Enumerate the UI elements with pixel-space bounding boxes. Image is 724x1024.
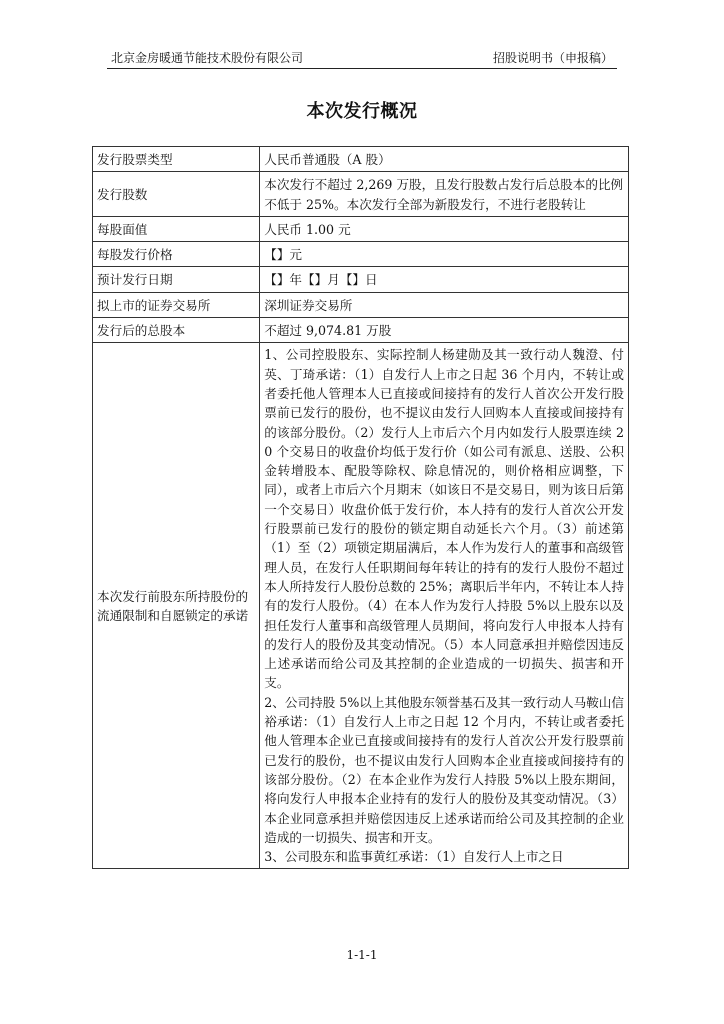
row-value-commitment xyxy=(260,343,629,869)
row-value: 本次发行不超过 2,269 万股，且发行股数占发行后总股本的比例不低于 25%。本次发行全部为新股发行，不进行老股转让 xyxy=(260,172,629,217)
header-company: 北京金房暖通节能技术股份有限公司 xyxy=(111,51,304,65)
commitment-paragraph-3: 3、公司股东和监事黄红承诺：（1）自发行人上市之日 xyxy=(264,849,564,865)
table-row xyxy=(93,216,629,241)
row-key: 拟上市的证券交易所 xyxy=(93,292,260,317)
row-value: 人民币普通股（A 股） xyxy=(260,147,629,172)
table-row xyxy=(93,242,629,267)
table-row xyxy=(93,267,629,292)
row-key: 发行股数 xyxy=(93,172,260,217)
table-row xyxy=(93,292,629,317)
page-number: 1-1-1 xyxy=(346,948,378,962)
commitment-paragraph-1: 1、公司控股股东、实际控制人杨建勋及其一致行动人魏澄、付英、丁琦承诺：（1）自发行人上市之日起 36 个月内，不转让或者委托他人管理本人已直接或间接持有的发行人首次公开发行股票前已发行的股份，也不提议由发行人回购本人直接或间接持有的该部分股份。（2）发行人上市后六个月内如发行人股票连续 20 个交易日的收盘价均低于发行价（如公司有派息、送股、公积金转增股本、配股等除权、除息情况的，则价格相应调整，下同），或者上市后六个月期末（如该日不是交易日，则为该日后第一个交易日）收盘价低于发行价，本人持有的发行人首次公开发行股票前已发行的股份的锁定期自动延长六个月。（3）前述第（1）至（2）项锁定期届满后，本人作为发行人的董事和高级管理人员，在发行人任职期间每年转让的持有的发行人股份不超过本人所持发行人股份总数的 25%；离职后半年内，不转让本人持有的发行人股份。（4）在本人作为发行人持股 5%以上股东以及担任发行人董事和高级管理人员期间，将向发行人申报本人持有的发行人的股份及其变动情况。（5）本人同意承担并赔偿因违反上述承诺而给公司及其控制的企业造成的一切损失、损害和开支。 xyxy=(264,347,624,691)
table-row xyxy=(93,318,629,343)
table-row-commitment xyxy=(93,343,629,869)
commitment-paragraph-2: 2、公司持股 5%以上其他股东领誉基石及其一致行动人马鞍山信裕承诺：（1）自发行人上市之日起 12 个月内，不转让或者委托他人管理本企业已直接或间接持有的发行人首次公开发行股票前已发行的股份，也不提议由发行人回购本企业直接或间接持有的该部分股份。（2）在本企业作为发行人持股 5%以上股东期间，将向发行人申报本企业持有的发行人的股份及其变动情况。（3）本企业同意承担并赔偿因违反上述承诺而给公司及其控制的企业造成的一切损失、损害和开支。 xyxy=(264,694,624,845)
row-key: 每股发行价格 xyxy=(93,242,260,267)
row-value: 【】年【】月【】日 xyxy=(260,267,629,292)
page-header xyxy=(107,50,617,69)
table-row xyxy=(93,172,629,217)
row-key: 本次发行前股东所持股份的流通限制和自愿锁定的承诺 xyxy=(93,343,260,869)
row-key: 每股面值 xyxy=(93,216,260,241)
row-value: 人民币 1.00 元 xyxy=(260,216,629,241)
row-key: 发行后的总股本 xyxy=(93,318,260,343)
row-value: 【】元 xyxy=(260,242,629,267)
row-key: 发行股票类型 xyxy=(93,147,260,172)
row-value: 不超过 9,074.81 万股 xyxy=(260,318,629,343)
table-row xyxy=(93,147,629,172)
section-title: 本次发行概况 xyxy=(306,101,418,122)
row-key: 预计发行日期 xyxy=(93,267,260,292)
offering-summary-table xyxy=(92,146,629,869)
header-doc-type: 招股说明书（申报稿） xyxy=(492,51,613,65)
row-value: 深圳证券交易所 xyxy=(260,292,629,317)
